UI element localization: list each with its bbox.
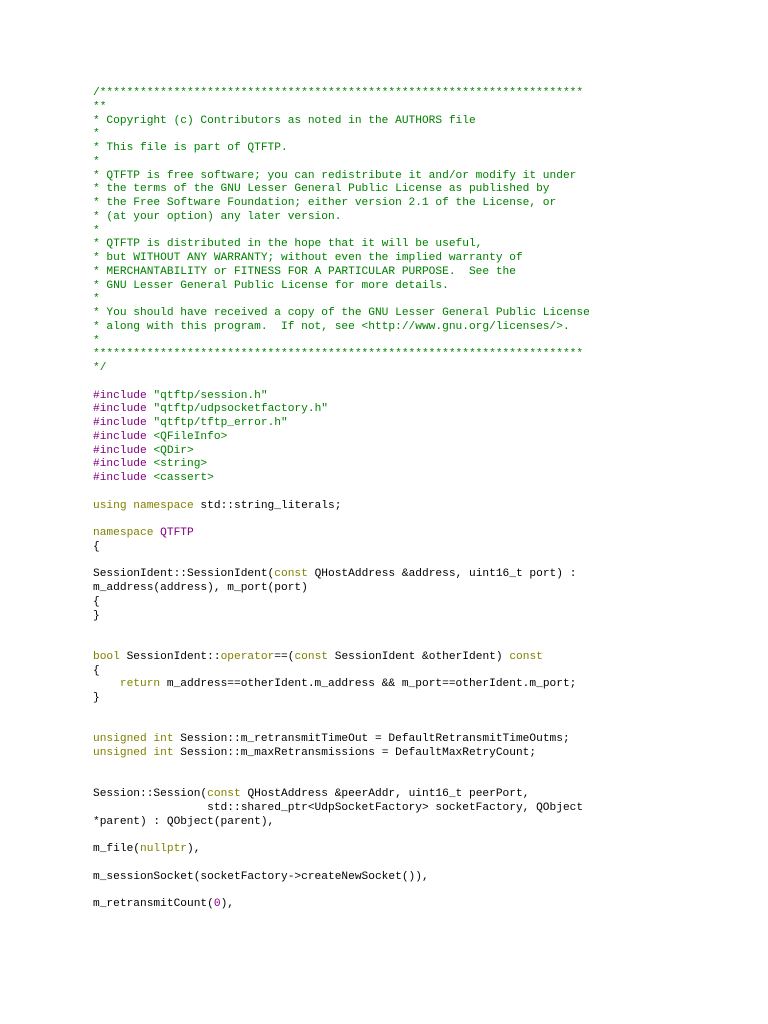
code-token: nullptr	[140, 843, 187, 856]
code-token: #include	[93, 458, 154, 471]
code-token: #include	[93, 417, 154, 429]
code-line	[93, 376, 753, 390]
code-line	[93, 472, 753, 486]
code-token: "qtftp/session.h"	[153, 389, 268, 402]
code-line	[93, 610, 753, 624]
code-line	[93, 225, 753, 239]
code-token: * but WITHOUT ANY WARRANTY; without even the implied warranty of	[93, 252, 523, 264]
code-token: *	[93, 155, 100, 168]
code-line	[93, 637, 753, 651]
code-token: <QDir>	[153, 444, 194, 457]
code-token: <string>	[153, 458, 208, 471]
code-line	[93, 142, 753, 156]
code-line	[93, 128, 753, 142]
code-token: * the Free Software Foundation; either version 2.1 of the License, or	[93, 197, 557, 209]
code-token: ),	[187, 843, 201, 856]
code-line	[93, 871, 753, 885]
code-line	[93, 541, 753, 555]
code-token: *	[93, 128, 100, 141]
code-token: SessionIdent &otherIdent)	[334, 650, 510, 663]
code-line	[93, 582, 753, 596]
code-line	[93, 720, 753, 734]
code-token: **	[93, 100, 107, 113]
code-token: * the terms of the GNU Lesser General Public License as published by	[93, 183, 550, 196]
code-token: #include	[93, 472, 154, 484]
code-token: *	[93, 334, 100, 347]
code-token: ==(	[274, 650, 295, 663]
code-line	[93, 885, 753, 899]
code-line	[93, 857, 753, 871]
code-line	[93, 651, 753, 665]
code-token: #include	[93, 389, 154, 402]
code-token: * QTFTP is free software; you can redistribute it and/or modify it under	[93, 169, 577, 182]
code-token: Session::m_maxRetransmissions = DefaultMaxRetryCount;	[180, 747, 537, 759]
code-token: "qtftp/udpsocketfactory.h"	[153, 403, 328, 416]
code-line	[93, 170, 753, 184]
code-line	[93, 830, 753, 844]
code-token: m_address(address), m_port(port)	[93, 582, 308, 594]
code-line	[93, 775, 753, 789]
code-line	[93, 252, 753, 266]
code-token: std::string_literals;	[200, 499, 342, 512]
code-token: * You should have received a copy of the GNU Lesser General Public License	[93, 307, 590, 319]
code-token: operator	[220, 650, 275, 663]
code-token: m_sessionSocket(socketFactory->createNewSocket()),	[93, 870, 429, 883]
code-line	[93, 458, 753, 472]
code-line	[93, 115, 753, 129]
code-token: <QFileInfo>	[153, 430, 228, 443]
code-token: #include	[93, 403, 154, 416]
code-line	[93, 335, 753, 349]
code-token: *************************************************************************	[93, 348, 584, 361]
code-line	[93, 417, 753, 431]
code-line	[93, 197, 753, 211]
code-line	[93, 280, 753, 294]
code-line	[93, 596, 753, 610]
code-line	[93, 527, 753, 541]
code-token: m_address==otherIdent.m_address && m_port==otherIdent.m_port;	[166, 678, 577, 691]
code-token: const	[294, 650, 335, 663]
code-token: m_file(	[93, 843, 140, 856]
code-line	[93, 733, 753, 747]
code-token: Session::Session(	[93, 788, 208, 801]
code-token: using namespace	[93, 499, 201, 512]
code-token: std::shared_ptr<UdpSocketFactory> socketFactory, QObject	[93, 802, 584, 814]
code-line	[93, 348, 753, 362]
code-token: Session::m_retransmitTimeOut = DefaultRetransmitTimeOutms;	[180, 733, 570, 746]
code-line	[93, 706, 753, 720]
code-line	[93, 898, 753, 912]
code-token: *	[93, 224, 100, 237]
code-token: {	[93, 540, 100, 553]
code-line	[93, 568, 753, 582]
code-line	[93, 321, 753, 335]
code-token: QTFTP	[160, 527, 194, 539]
code-line	[93, 788, 753, 802]
code-token: * MERCHANTABILITY or FITNESS FOR A PARTICULAR PURPOSE. See the	[93, 265, 516, 278]
code-token: {	[93, 595, 100, 608]
code-token: 0	[213, 898, 221, 911]
code-token: <cassert>	[153, 472, 214, 484]
code-token: const	[207, 788, 248, 801]
code-line	[93, 362, 753, 376]
code-line	[93, 431, 753, 445]
code-token: #include	[93, 430, 154, 443]
code-line	[93, 307, 753, 321]
code-token: unsigned int	[93, 733, 181, 746]
code-line	[93, 445, 753, 459]
code-line	[93, 238, 753, 252]
code-token: QHostAddress &peerAddr, uint16_t peerPort,	[247, 788, 530, 801]
code-token: }	[93, 609, 100, 622]
code-line	[93, 211, 753, 225]
code-line	[93, 761, 753, 775]
code-line	[93, 816, 753, 830]
code-token: ),	[220, 898, 235, 911]
code-line	[93, 183, 753, 197]
code-line	[93, 87, 753, 101]
code-line	[93, 678, 753, 692]
code-token: #include	[93, 444, 154, 457]
code-token: unsigned int	[93, 747, 181, 759]
code-line	[93, 500, 753, 514]
code-token: namespace	[93, 527, 161, 539]
code-line	[93, 403, 753, 417]
code-token: bool	[93, 650, 127, 663]
code-line	[93, 486, 753, 500]
code-line	[93, 266, 753, 280]
code-token: QHostAddress &address, uint16_t port) :	[314, 568, 577, 581]
code-line	[93, 513, 753, 527]
code-line	[93, 623, 753, 637]
code-line	[93, 747, 753, 761]
code-token: *parent) : QObject(parent),	[93, 815, 275, 828]
code-token: SessionIdent::SessionIdent(	[93, 568, 275, 581]
code-line	[93, 692, 753, 706]
code-line	[93, 843, 753, 857]
code-token: SessionIdent::	[126, 650, 221, 663]
code-token: const	[509, 650, 543, 663]
code-token: /************************************************************************	[93, 87, 584, 99]
code-line	[93, 665, 753, 679]
code-token: const	[274, 568, 315, 581]
code-listing	[93, 87, 753, 912]
code-token: "qtftp/tftp_error.h"	[153, 417, 288, 429]
code-token: * Copyright (c) Contributors as noted in the AUTHORS file	[93, 114, 476, 127]
code-line	[93, 802, 753, 816]
code-line	[93, 555, 753, 569]
code-token	[93, 678, 120, 690]
code-token: m_retransmitCount(	[93, 898, 214, 911]
code-line	[93, 101, 753, 115]
code-token: * (at your option) any later version.	[93, 210, 342, 223]
code-line	[93, 156, 753, 170]
code-token: * along with this program. If not, see <http://www.gnu.org/licenses/>.	[93, 320, 570, 333]
code-token: * GNU Lesser General Public License for more details.	[93, 279, 449, 292]
code-token: return	[119, 678, 167, 691]
code-token: }	[93, 692, 100, 704]
code-token: *	[93, 293, 100, 306]
code-line	[93, 390, 753, 404]
code-token: * This file is part of QTFTP.	[93, 142, 288, 154]
code-token: * QTFTP is distributed in the hope that it will be useful,	[93, 238, 483, 251]
code-token: */	[93, 362, 107, 374]
code-token: {	[93, 664, 100, 677]
code-line	[93, 293, 753, 307]
